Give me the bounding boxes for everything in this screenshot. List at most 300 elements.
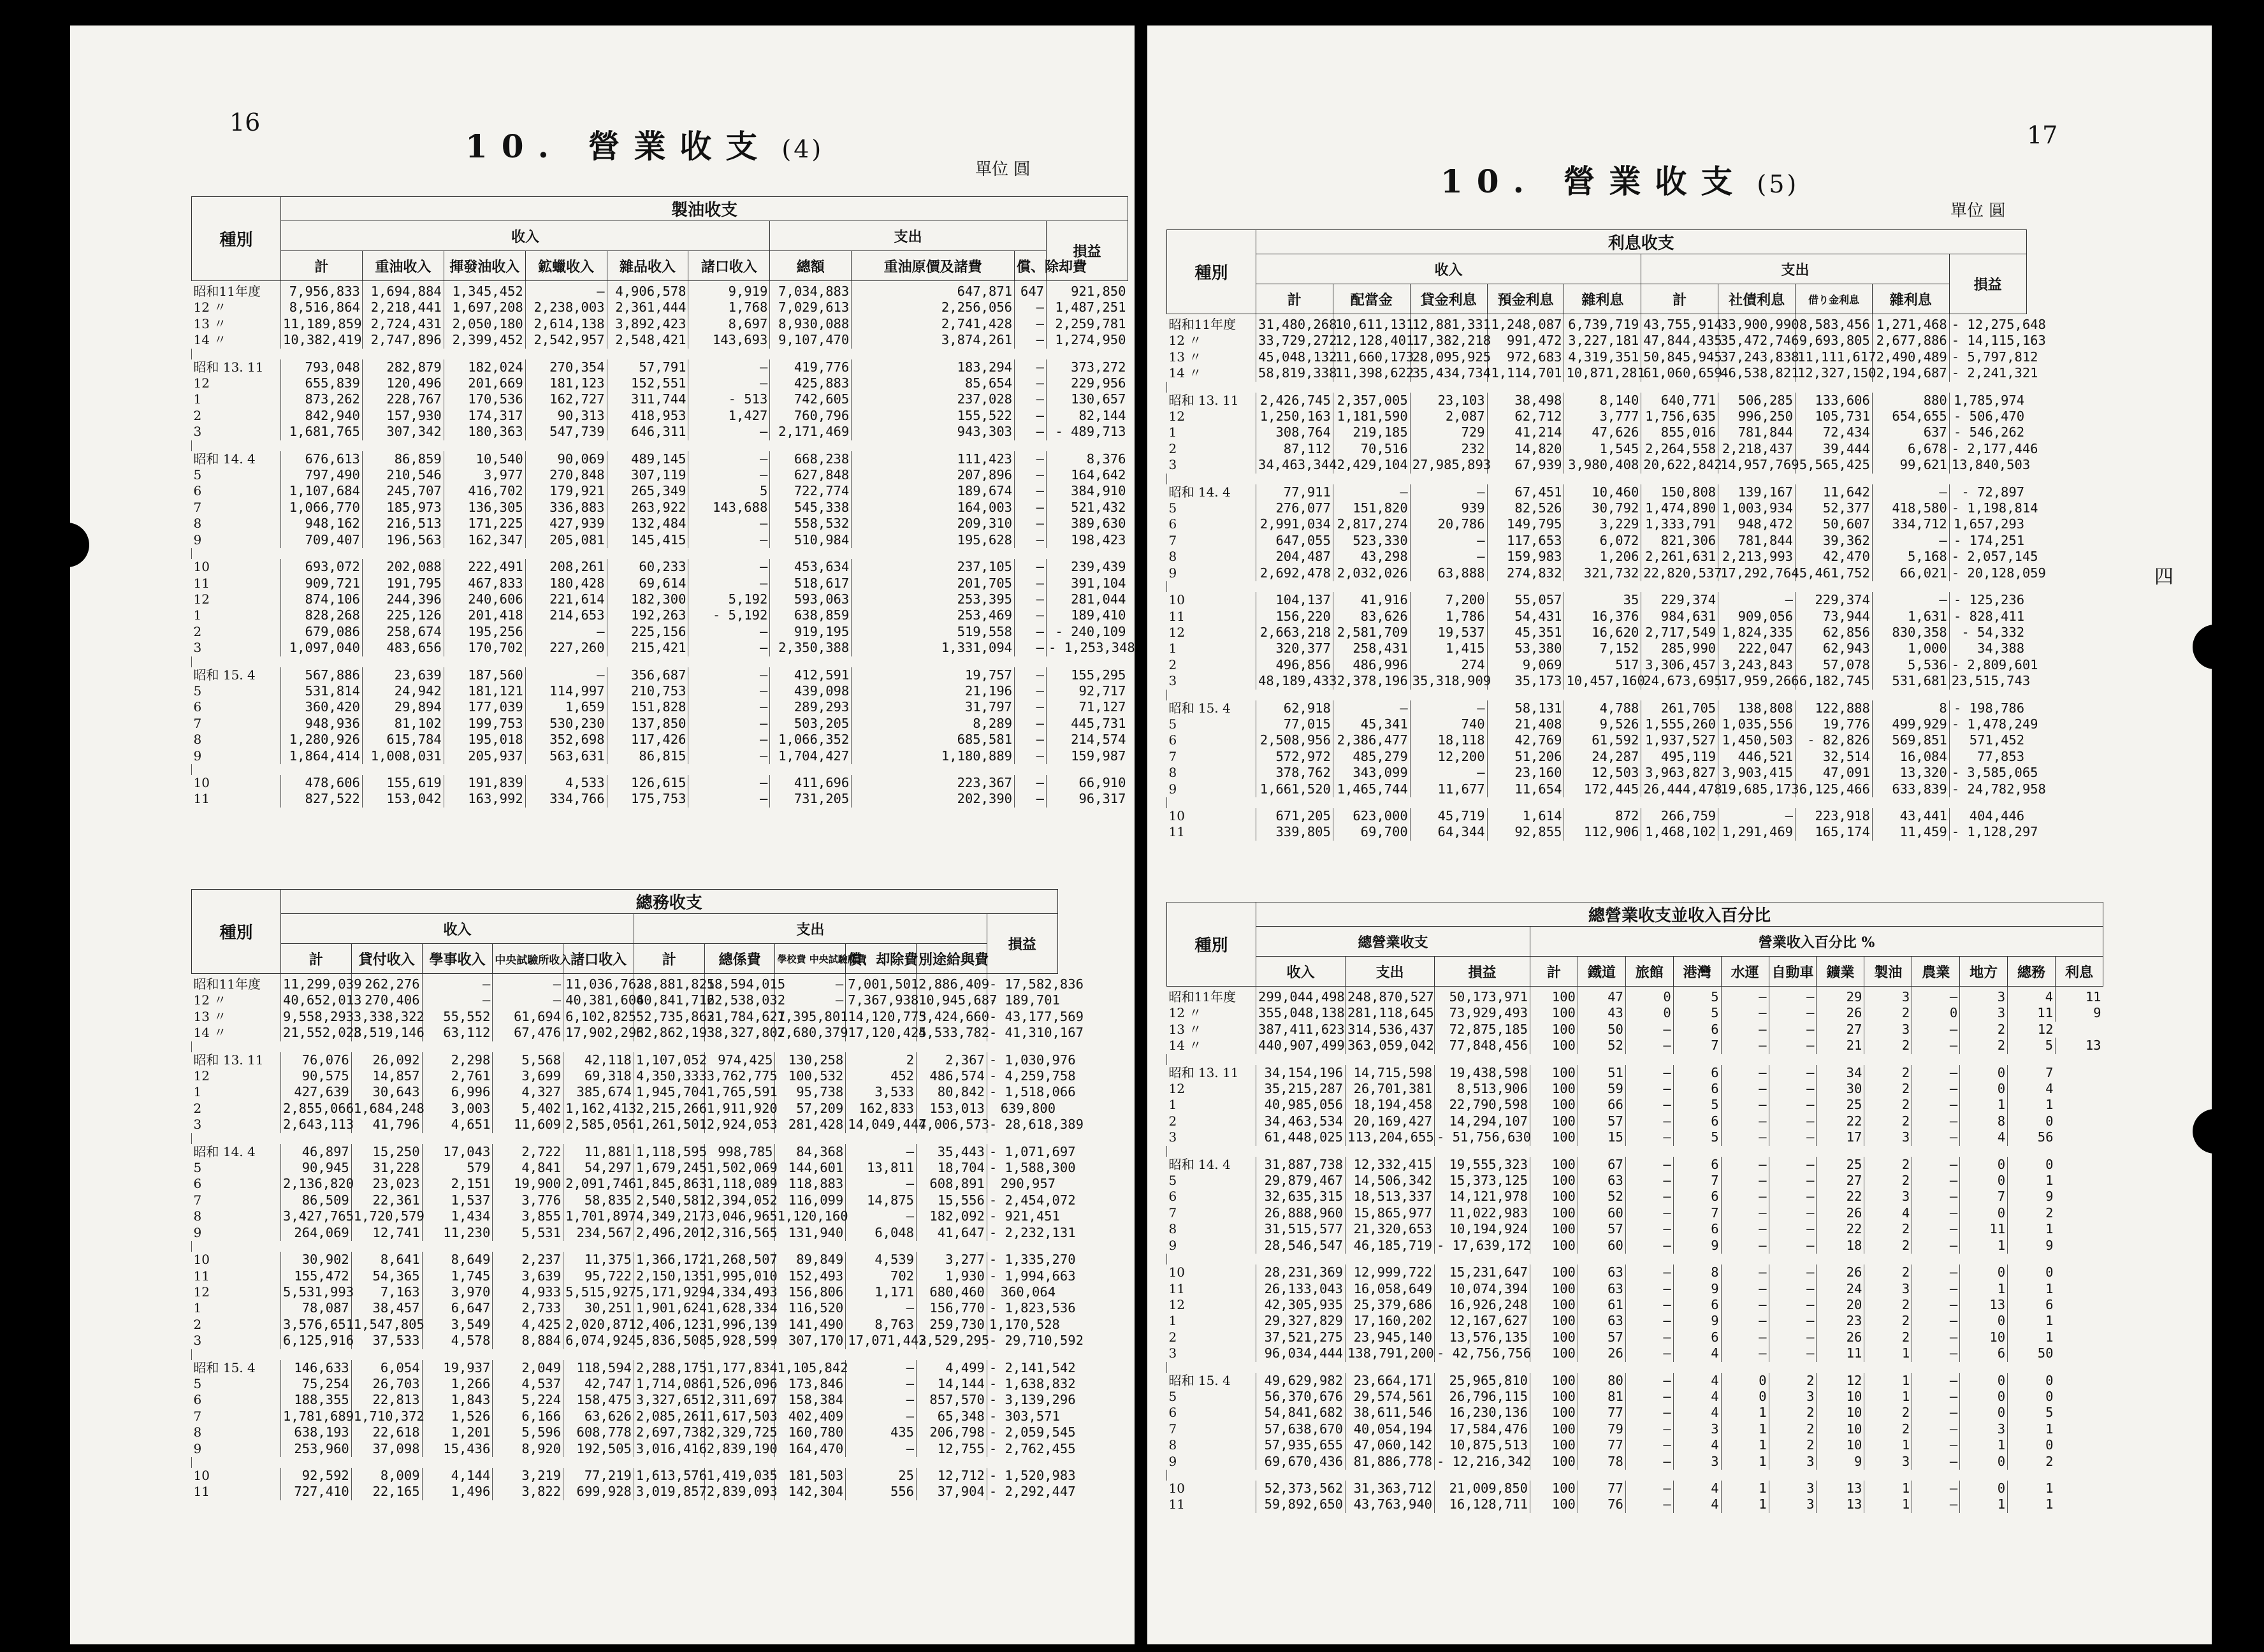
data-cell: 73,929,493 [1435,1005,1530,1021]
data-cell: — [1721,1264,1769,1280]
data-cell: 1,180,889 [852,748,1015,764]
data-cell: 155,522 [852,408,1015,424]
data-cell: - 506,470 [1949,409,2026,424]
data-cell: 137,850 [607,716,688,732]
data-cell: 5 [688,483,770,499]
data-cell: 2,717,549 [1641,625,1718,641]
data-cell: 59 [1578,1081,1625,1097]
data-cell: 18,704 [917,1160,987,1176]
data-cell: 425,883 [770,375,852,391]
data-cell: 23,639 [362,667,444,683]
data-cell: 8,641 [351,1252,422,1268]
table-row [1167,625,2104,641]
data-cell: — [1015,732,1047,748]
data-cell: 1 [2008,1421,2056,1437]
data-cell: 8,884 [493,1333,563,1349]
data-cell: 14,121,978 [1435,1189,1530,1205]
data-cell: — [688,359,770,375]
data-cell: 2,426,745 [1256,393,1333,409]
row-header: 種別 [192,890,281,974]
data-cell: — [1015,424,1047,440]
row-label: 14 〃 [1168,1038,1202,1054]
data-cell: 510,984 [770,532,852,548]
row-label: 14 〃 [1168,365,1202,381]
data-cell: - 546,262 [1949,424,2026,440]
data-cell: 19,555,323 [1435,1157,1530,1173]
data-cell: 2,542,957 [525,332,607,348]
data-cell: 4,144 [422,1468,493,1484]
data-cell: 50,607 [1796,516,1873,532]
col-header: 總務 [2008,957,2056,987]
row-label: 3 [1168,673,1177,689]
data-cell: — [1625,1221,1673,1237]
data-cell: 77 [1578,1405,1625,1421]
data-cell: 1,118,595 [634,1144,704,1160]
data-cell: 78,087 [281,1300,352,1316]
data-cell: 151,820 [1333,500,1410,516]
data-cell: 411,696 [770,775,852,791]
subtotal-header: 總營業收支 [1256,927,1530,957]
data-cell: 2,692,478 [1256,565,1333,581]
data-cell: 40,652,013 [281,992,352,1008]
data-cell: 7,200 [1410,592,1487,608]
data-cell: 13,320 [1872,765,1949,781]
data-cell: 80 [1578,1373,1625,1389]
data-cell: 13 [2055,1038,2103,1054]
data-cell: 100 [1530,1496,1578,1512]
data-cell: 245,707 [362,483,444,499]
table-row [1167,808,2104,824]
data-cell: 3 [1769,1496,1817,1512]
data-cell: 530,230 [525,716,607,732]
data-cell: — [688,775,770,791]
data-cell: 9,107,470 [770,332,852,348]
title-subnumber: (5) [1757,170,1799,198]
data-cell: 8,920 [493,1441,563,1457]
data-cell: - 2,232,131 [987,1225,1057,1241]
data-cell: 1,996,139 [704,1317,775,1333]
table-row [1167,1129,2103,1145]
data-cell: 638,859 [770,607,852,623]
data-cell: 3,427,765 [281,1208,352,1224]
table-row [192,467,1128,483]
data-cell: — [1769,1345,1817,1361]
data-cell: 262,276 [351,974,422,993]
data-cell: 26,444,478 [1641,781,1718,797]
data-cell: 131,940 [775,1225,846,1241]
data-cell: 281,428 [775,1117,846,1133]
col-header: 鉱蠟收入 [525,251,607,281]
row-label: 13 〃 [193,315,227,331]
data-cell: 285,990 [1641,641,1718,656]
data-cell: 2 [1864,1173,1912,1189]
data-cell: 427,939 [525,516,607,532]
row-label: 14 〃 [193,1025,227,1041]
data-cell: 66,021 [1872,565,1949,581]
row-label: 13 〃 [193,1008,227,1024]
table-spacer [192,349,1128,359]
data-cell: 27,985,893 [1410,457,1487,473]
data-cell: 237,105 [852,559,1015,575]
data-cell: 2,399,452 [444,332,525,348]
data-cell: 2,548,421 [607,332,688,348]
data-cell: 79 [1578,1421,1625,1437]
data-cell: — [1625,1496,1673,1512]
row-label: 11 [1168,1280,1185,1296]
data-cell: 2 [1864,1081,1912,1097]
data-cell: — [1769,1221,1817,1237]
income-header: 收入 [1256,254,1641,284]
data-cell: 0 [2008,1157,2056,1173]
col-header: 揮發油收入 [444,251,525,281]
data-cell: 1,291,469 [1718,824,1796,840]
data-cell: 0 [2008,1264,2056,1280]
data-cell: 54,431 [1487,609,1564,625]
data-cell: 1 [1960,1437,2008,1453]
data-cell: 7 [1673,1205,1721,1221]
data-cell: — [1721,1081,1769,1097]
data-cell: 66,910 [1047,775,1128,791]
table-row [1167,1113,2103,1129]
data-cell: 37,243,838 [1718,349,1796,365]
data-cell: 77,911 [1256,484,1333,500]
data-cell: 1,120,160 [775,1208,846,1224]
data-cell: 4,334,493 [704,1284,775,1300]
table-group-title: 總營業收支並收入百分比 [1256,902,2103,927]
data-cell: 3,980,408 [1564,457,1641,473]
data-cell: 321,732 [1564,565,1641,581]
row-label: 12 [1168,409,1185,424]
row-label: 2 [193,1100,202,1116]
data-cell: 143,693 [688,332,770,348]
table-row [192,1424,1129,1440]
data-cell: — [846,1208,917,1224]
row-label: 昭和 14. 4 [1168,484,1231,500]
data-cell: — [1625,1189,1673,1205]
table-row [192,1376,1129,1392]
table-row [1167,1481,2103,1496]
data-cell: 5 [1673,987,1721,1006]
data-cell: 100 [1530,1097,1578,1113]
data-cell: — [1721,1129,1769,1145]
data-cell: 46,185,719 [1346,1238,1435,1254]
data-cell: 41,647 [917,1225,987,1241]
data-cell: 647,871 [852,281,1015,300]
data-cell: 0 [2008,1373,2056,1389]
data-cell: 22,820,537 [1641,565,1718,581]
data-cell: 608,891 [917,1176,987,1192]
row-label: 8 [193,1208,202,1224]
col-header: 總額 [770,251,852,281]
data-cell: — [1721,1157,1769,1173]
data-cell: 153,013 [917,1101,987,1117]
data-cell: — [688,667,770,683]
row-label: 11 [193,791,210,807]
data-cell: 82,526 [1487,500,1564,516]
table-row [192,1192,1129,1208]
data-cell: 11,111,617 [1796,349,1873,365]
data-cell: - 1,520,983 [987,1468,1057,1484]
data-cell: 18,118 [1410,732,1487,748]
table-row [1167,457,2104,473]
data-cell: 0 [2008,1437,2056,1453]
data-cell: 2,049 [493,1360,563,1376]
row-label: 1 [193,607,202,623]
table-row [192,1052,1129,1068]
data-cell: 117,653 [1487,533,1564,549]
data-cell: 2,361,444 [607,300,688,315]
data-cell: 11,609 [493,1117,563,1133]
table-row [1167,641,2104,656]
data-cell: 523,330 [1333,533,1410,549]
data-cell: 237,028 [852,391,1015,407]
data-cell: 1,008,031 [362,748,444,764]
data-cell: 57 [1578,1113,1625,1129]
row-label: 7 [193,1192,202,1208]
data-cell: 6 [1960,1345,2008,1361]
data-cell: 155,619 [362,775,444,791]
data-cell: 157,930 [362,408,444,424]
data-cell: 1 [2008,1481,2056,1496]
row-label: 2 [193,623,202,639]
data-cell: 95,722 [563,1268,634,1284]
col-header: 利息 [2055,957,2103,987]
data-cell: 3,903,415 [1718,765,1796,781]
data-cell: 7 [1673,1173,1721,1189]
data-cell: 20,622,842 [1641,457,1718,473]
data-cell: — [1912,1113,1960,1129]
data-cell: 270,406 [351,992,422,1008]
data-cell: 18,594,015 [704,974,775,993]
data-cell: 46,897 [281,1144,352,1160]
data-cell: 2,991,034 [1256,516,1333,532]
data-cell: 483,656 [362,640,444,656]
table-row [1167,1038,2103,1054]
data-cell: 13,840,503 [1949,457,2026,473]
row-label: 12 [193,591,210,607]
data-cell: — [1625,1389,1673,1405]
data-cell: 2 [1864,1405,1912,1421]
row-label: 7 [1168,1205,1177,1221]
table-row [192,699,1128,715]
table-row [1167,1065,2103,1081]
data-cell: — [1625,1373,1673,1389]
data-cell: — [1769,1313,1817,1329]
data-cell: 71,127 [1047,699,1128,715]
data-cell: — [1718,808,1796,824]
table-row [1167,1005,2103,1021]
data-cell: 308,764 [1256,424,1333,440]
data-cell: — [1912,1345,1960,1361]
data-cell: 2,298 [422,1052,493,1068]
data-cell: 1,066,770 [281,500,363,516]
table-row [1167,1454,2103,1470]
data-cell: 23 [1817,1313,1864,1329]
data-cell: 159,987 [1047,748,1128,764]
data-cell: — [846,1300,917,1316]
table-row [1167,365,2104,381]
data-cell: 7,034,883 [770,281,852,300]
page-number: 17 [2027,121,2058,149]
row-label: 10 [193,559,210,575]
data-cell: 99,621 [1872,457,1949,473]
data-cell: 264,069 [281,1225,352,1241]
data-cell: — [1912,1081,1960,1097]
data-cell: 177,039 [444,699,525,715]
data-cell: 873,262 [281,391,363,407]
data-cell: 21,196 [852,683,1015,699]
data-cell: — [688,516,770,532]
data-cell: 579 [422,1160,493,1176]
data-cell: - 54,332 [1949,625,2026,641]
data-cell: 47 [1578,987,1625,1006]
data-cell: 263,922 [607,500,688,516]
table-row [192,332,1128,348]
data-cell: — [1721,1313,1769,1329]
data-cell: 2,050,180 [444,316,525,332]
unit-label: 單位 圓 [975,160,1031,179]
data-cell: 141,490 [775,1317,846,1333]
data-cell: 2 [2008,1205,2056,1221]
data-cell: 182,092 [917,1208,987,1224]
income-header: 收入 [281,914,634,944]
data-cell: — [1721,1189,1769,1205]
data-cell: 219,185 [1333,424,1410,440]
table-row [192,1160,1129,1176]
data-cell: - 72,897 [1949,484,2026,500]
data-cell: — [1912,1281,1960,1297]
data-cell: 132,484 [607,516,688,532]
data-cell: 640,771 [1641,393,1718,409]
data-cell: — [1625,1081,1673,1097]
data-cell: — [1410,533,1487,549]
data-cell: 11,642 [1796,484,1873,500]
data-cell: 685,581 [852,732,1015,748]
data-cell: 22 [1817,1189,1864,1205]
data-cell: — [1721,1330,1769,1345]
table-row [1167,1389,2103,1405]
data-cell: — [688,791,770,807]
data-cell: 12,200 [1410,749,1487,765]
data-cell: 69,670,436 [1256,1454,1346,1470]
data-cell: 6,054 [351,1360,422,1376]
data-cell: 0 [1960,1454,2008,1470]
data-cell: 30,251 [563,1300,634,1316]
data-cell: 0 [1960,1173,2008,1189]
data-cell: 55,057 [1487,592,1564,608]
data-cell: 12,327,150 [1796,365,1873,381]
data-cell: — [688,375,770,391]
table-row [1167,1264,2103,1280]
data-cell: 27 [1817,1173,1864,1189]
data-cell: 874,106 [281,591,363,607]
data-cell: 654,655 [1872,409,1949,424]
data-cell: 2,171,469 [770,424,852,440]
col-header: 償、除却費 [1015,251,1047,281]
data-cell: 75,254 [281,1376,352,1392]
data-cell: — [1721,1205,1769,1221]
data-cell: — [1625,1437,1673,1453]
data-cell: 90,313 [525,408,607,424]
col-header: 學事收入 [422,944,493,974]
data-cell: 1,465,744 [1333,781,1410,797]
data-cell: 45,048,132 [1256,349,1333,365]
data-cell: 11 [1960,1221,2008,1237]
data-cell: 67 [1578,1157,1625,1173]
data-cell: 5 [1673,1097,1721,1113]
table-spacer [1167,1146,2103,1157]
table-row [192,576,1128,591]
data-cell: 10,611,131 [1333,314,1410,333]
row-label: 10 [1168,1264,1185,1280]
data-cell: 8,009 [351,1468,422,1484]
data-cell: 34,463,534 [1256,1113,1346,1129]
data-cell: 62,862,193 [634,1025,704,1041]
data-cell: 2,213,993 [1718,549,1796,565]
data-cell: 6 [1673,1022,1721,1038]
data-cell: 6,074,924 [563,1333,634,1349]
row-label: 3 [193,424,202,440]
data-cell: 3,016,416 [634,1441,704,1457]
row-label: 7 [193,715,202,731]
data-cell: 3 [1864,987,1912,1006]
data-cell: — [1769,1205,1817,1221]
data-cell: 0 [1960,1157,2008,1173]
data-cell: 1 [2008,1281,2056,1297]
data-cell: 201,669 [444,375,525,391]
data-cell: 2,722 [493,1144,563,1160]
data-cell: — [493,974,563,993]
data-cell: 4 [1673,1437,1721,1453]
data-cell: 16,084 [1872,749,1949,765]
col-header: 製油 [1864,957,1912,987]
data-cell: 8,930,088 [770,316,852,332]
data-cell: 17 [1817,1129,1864,1145]
data-cell: 2 [2008,1454,2056,1470]
data-cell: 69,614 [607,576,688,591]
data-cell: — [1015,624,1047,640]
data-cell: 0 [1625,987,1673,1006]
data-cell: 2,386,477 [1333,732,1410,748]
data-cell: — [1015,300,1047,315]
data-cell: 189,674 [852,483,1015,499]
data-cell: 25,379,686 [1346,1297,1435,1313]
data-cell: 439,098 [770,683,852,699]
data-cell: 222,047 [1718,641,1796,656]
data-cell: 3,227,181 [1564,333,1641,349]
data-cell: 830,358 [1872,625,1949,641]
data-cell: 205,937 [444,748,525,764]
data-cell: — [1625,1297,1673,1313]
table-row [192,1084,1129,1100]
data-cell: 19,685,173 [1718,781,1796,797]
data-cell: 9 [1673,1238,1721,1254]
data-cell: - 1,253,348 [1047,640,1128,656]
data-cell: - 12,275,648 [1949,314,2026,333]
data-cell: 214,574 [1047,732,1128,748]
data-cell: 42,118 [563,1052,634,1068]
data-cell: — [1769,987,1817,1006]
data-cell: - 43,177,569 [987,1009,1057,1025]
data-cell: 40,054,194 [1346,1421,1435,1437]
data-cell: 30,902 [281,1252,352,1268]
data-cell: 77,015 [1256,716,1333,732]
data-cell: 356,687 [607,667,688,683]
data-cell: — [1625,1173,1673,1189]
table-row [1167,1205,2103,1221]
data-cell: 35,443 [917,1144,987,1160]
data-cell: 41,796 [351,1117,422,1133]
